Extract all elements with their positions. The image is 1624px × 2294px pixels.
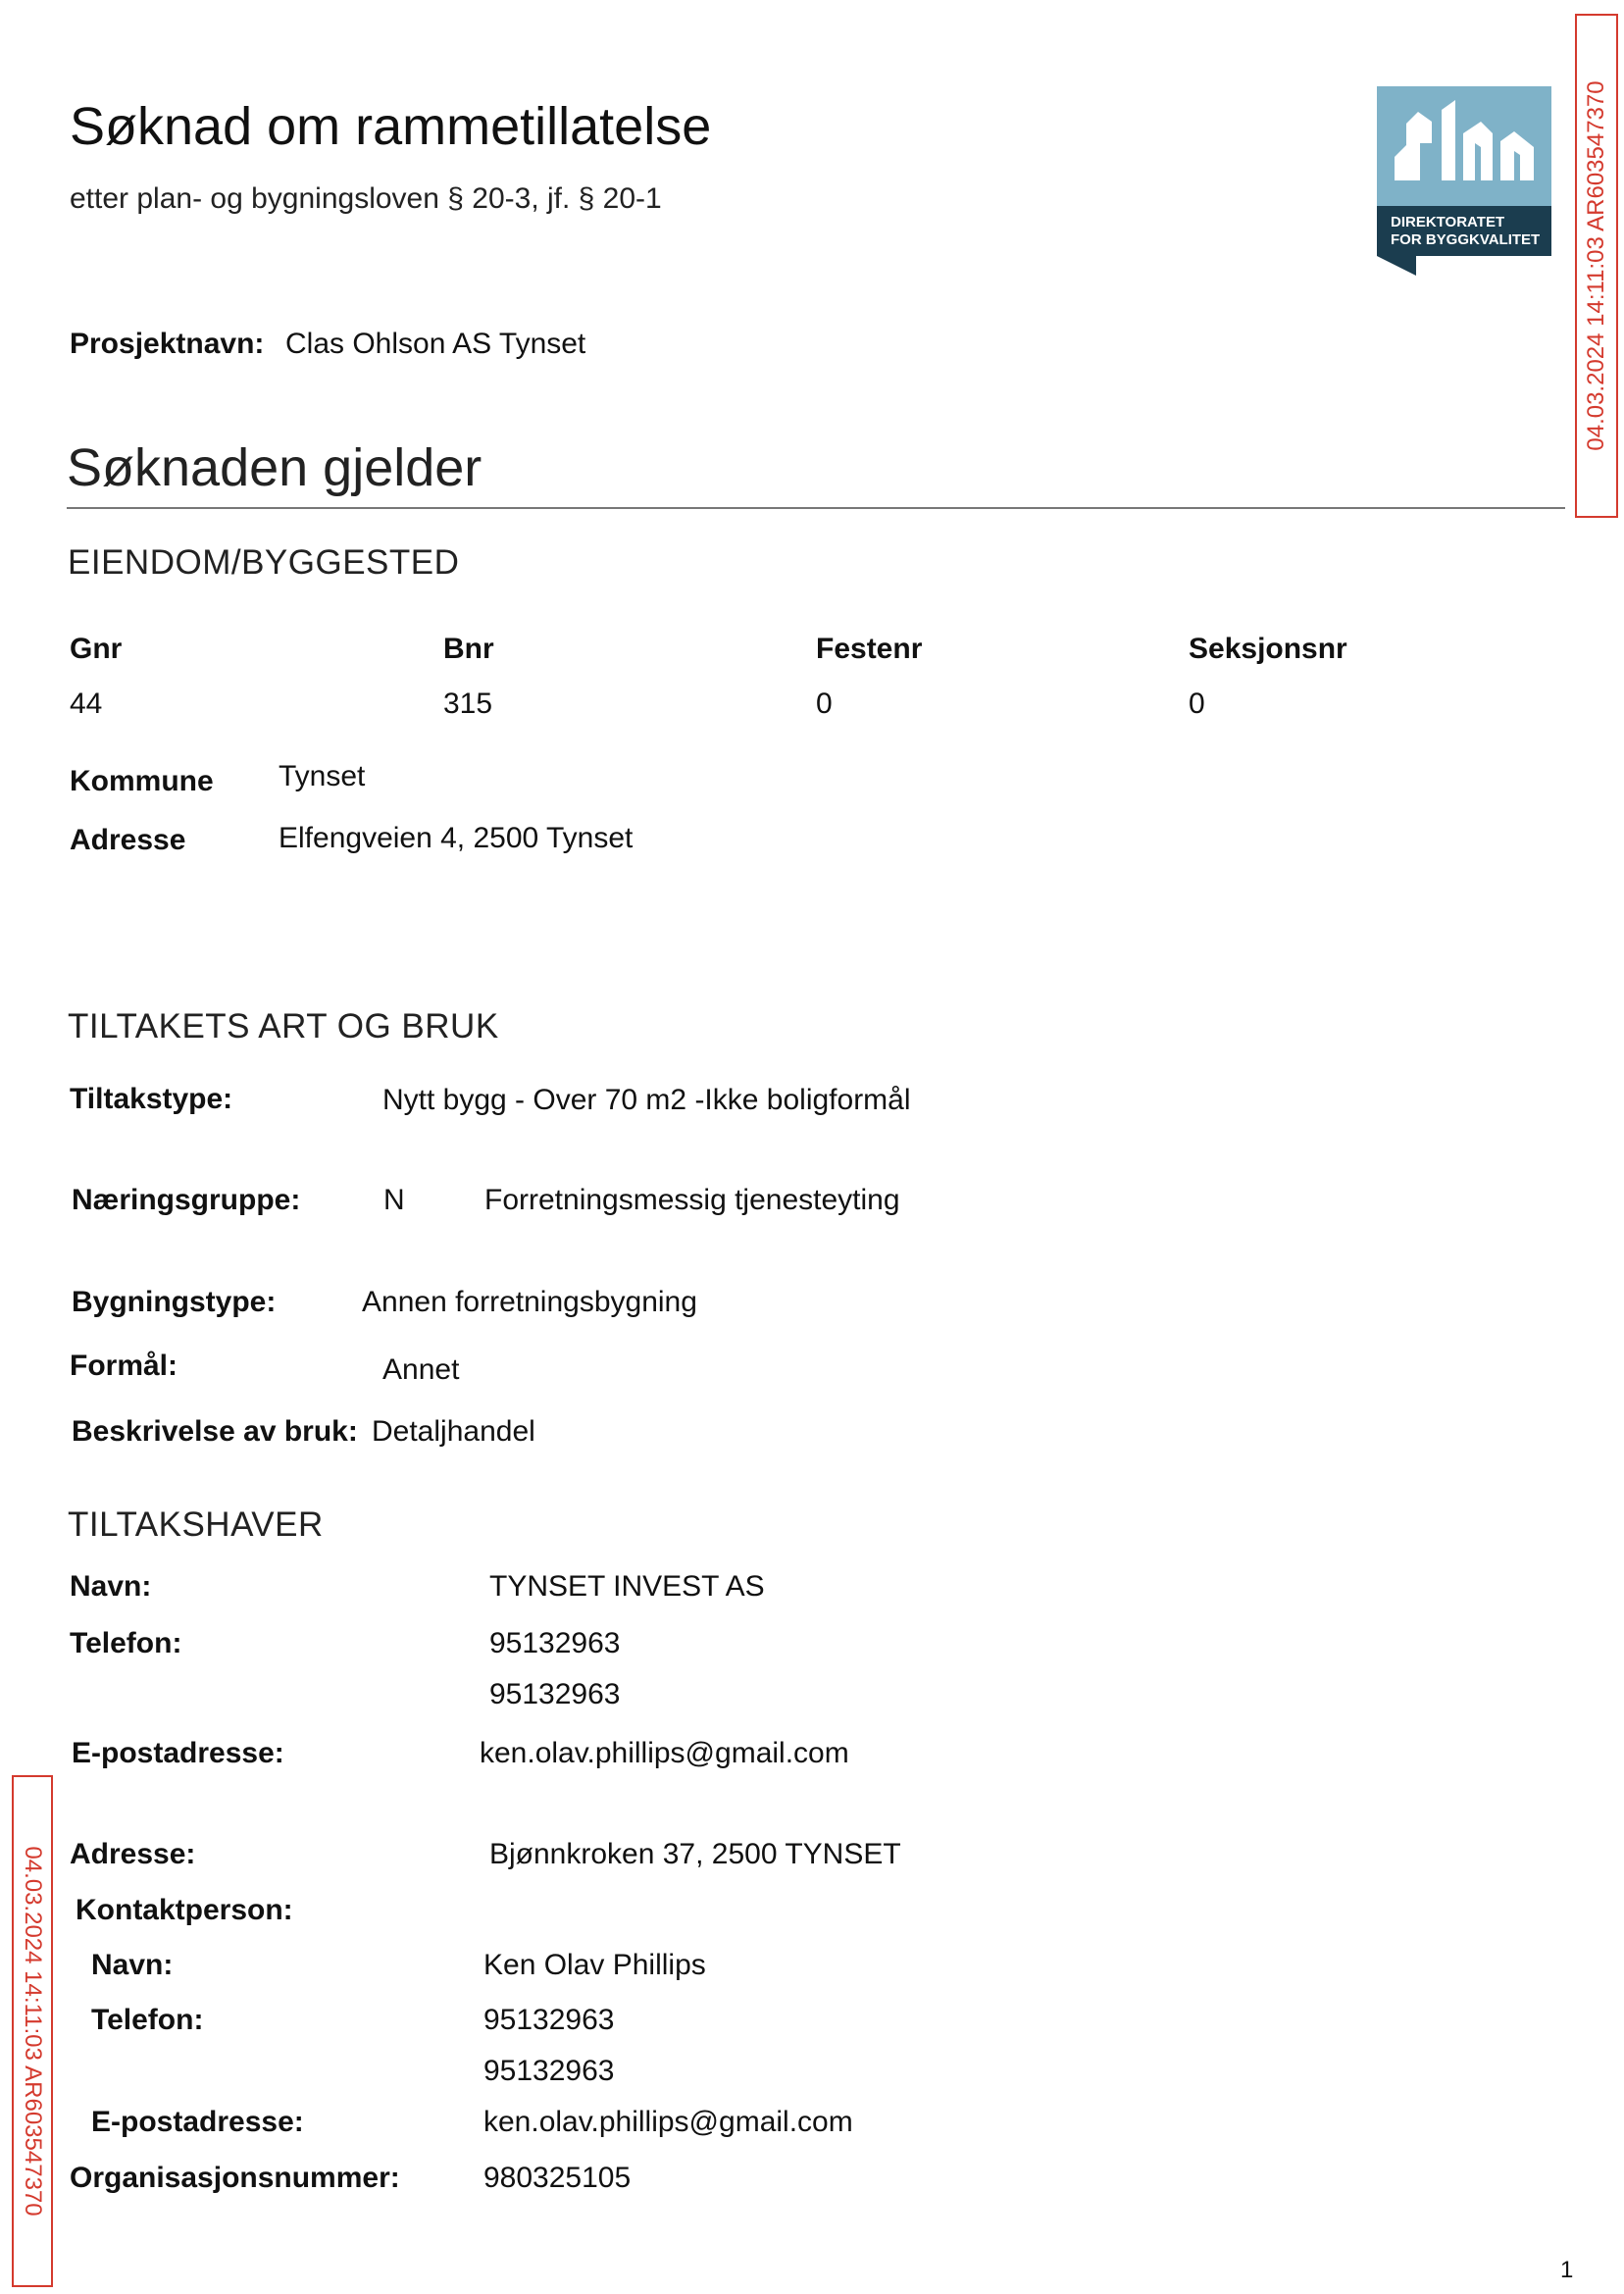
seksjonsnr-value: 0	[1189, 688, 1205, 720]
page-title: Søknad om rammetillatelse	[70, 97, 712, 156]
stamp-text: 04.03.2024 14:11:03 AR603547370	[20, 1846, 46, 2217]
tiltakshaver-heading: TILTAKSHAVER	[68, 1505, 324, 1544]
beskrivelse-label: Beskrivelse av bruk:	[72, 1415, 358, 1448]
orgnr-value: 980325105	[483, 2162, 632, 2194]
tiltakshaver-epost-value: ken.olav.phillips@gmail.com	[480, 1737, 849, 1769]
tiltakshaver-adresse-label: Adresse:	[70, 1838, 196, 1870]
adresse-label: Adresse	[70, 824, 186, 856]
tiltakshaver-telefon-1: 95132963	[489, 1627, 621, 1659]
kommune-label: Kommune	[70, 765, 214, 797]
tiltakshaver-epost-label: E-postadresse:	[72, 1737, 284, 1769]
section-title: Søknaden gjelder	[67, 438, 482, 497]
page-subtitle: etter plan- og bygningsloven § 20-3, jf. § 20-1	[70, 182, 662, 215]
kommune-value: Tynset	[279, 760, 366, 792]
tiltakshaver-navn-label: Navn:	[70, 1570, 152, 1603]
stamp-text: 04.03.2024 14:11:03 AR603547370	[1583, 80, 1609, 451]
tiltakshaver-adresse-value: Bjønnkroken 37, 2500 TYNSET	[489, 1838, 901, 1870]
logo-text-line1: DIREKTORATET	[1391, 214, 1505, 230]
page-number: 1	[1560, 2257, 1574, 2283]
eiendom-heading: EIENDOM/BYGGESTED	[68, 543, 460, 582]
kontakt-epost-value: ken.olav.phillips@gmail.com	[483, 2106, 853, 2138]
section-divider	[67, 507, 1565, 509]
seksjonsnr-label: Seksjonsnr	[1189, 633, 1347, 665]
beskrivelse-value: Detaljhandel	[372, 1415, 535, 1448]
tiltakshaver-telefon-2: 95132963	[489, 1678, 621, 1710]
adresse-value: Elfengveien 4, 2500 Tynset	[279, 822, 634, 854]
kontakt-telefon-1: 95132963	[483, 2004, 615, 2036]
kontakt-telefon-label: Telefon:	[91, 2004, 204, 2036]
dibk-logo	[1377, 86, 1551, 276]
logo-text-line2: FOR BYGGKVALITET	[1391, 231, 1541, 248]
gnr-value: 44	[70, 688, 103, 720]
bnr-value: 315	[443, 688, 493, 720]
timestamp-stamp-left	[12, 1775, 53, 2287]
festenr-label: Festenr	[816, 633, 923, 665]
bnr-label: Bnr	[443, 633, 494, 665]
tiltakshaver-navn-value: TYNSET INVEST AS	[489, 1570, 765, 1603]
kontakt-epost-label: E-postadresse:	[91, 2106, 304, 2138]
bygningstype-value: Annen forretningsbygning	[362, 1286, 697, 1318]
kontakt-navn-value: Ken Olav Phillips	[483, 1949, 706, 1981]
timestamp-stamp-right	[1575, 14, 1618, 518]
bygningstype-label: Bygningstype:	[72, 1286, 277, 1318]
kontaktperson-label: Kontaktperson:	[76, 1894, 293, 1926]
naeringsgruppe-label: Næringsgruppe:	[72, 1184, 301, 1216]
tiltak-heading: TILTAKETS ART OG BRUK	[68, 1007, 499, 1045]
tiltakstype-value: Nytt bygg - Over 70 m2 -Ikke boligformål	[382, 1084, 911, 1116]
orgnr-label: Organisasjonsnummer:	[70, 2162, 400, 2194]
project-name-label: Prosjektnavn:	[70, 328, 265, 360]
festenr-value: 0	[816, 688, 833, 720]
naeringsgruppe-code: N	[383, 1184, 405, 1216]
formal-label: Formål:	[70, 1350, 178, 1382]
kontakt-telefon-2: 95132963	[483, 2055, 615, 2087]
naeringsgruppe-value: Forretningsmessig tjenesteyting	[484, 1184, 900, 1216]
gnr-label: Gnr	[70, 633, 123, 665]
project-name-value: Clas Ohlson AS Tynset	[285, 328, 586, 360]
tiltakstype-label: Tiltakstype:	[70, 1083, 233, 1115]
formal-value: Annet	[382, 1353, 460, 1386]
kontakt-navn-label: Navn:	[91, 1949, 174, 1981]
tiltakshaver-telefon-label: Telefon:	[70, 1627, 182, 1659]
